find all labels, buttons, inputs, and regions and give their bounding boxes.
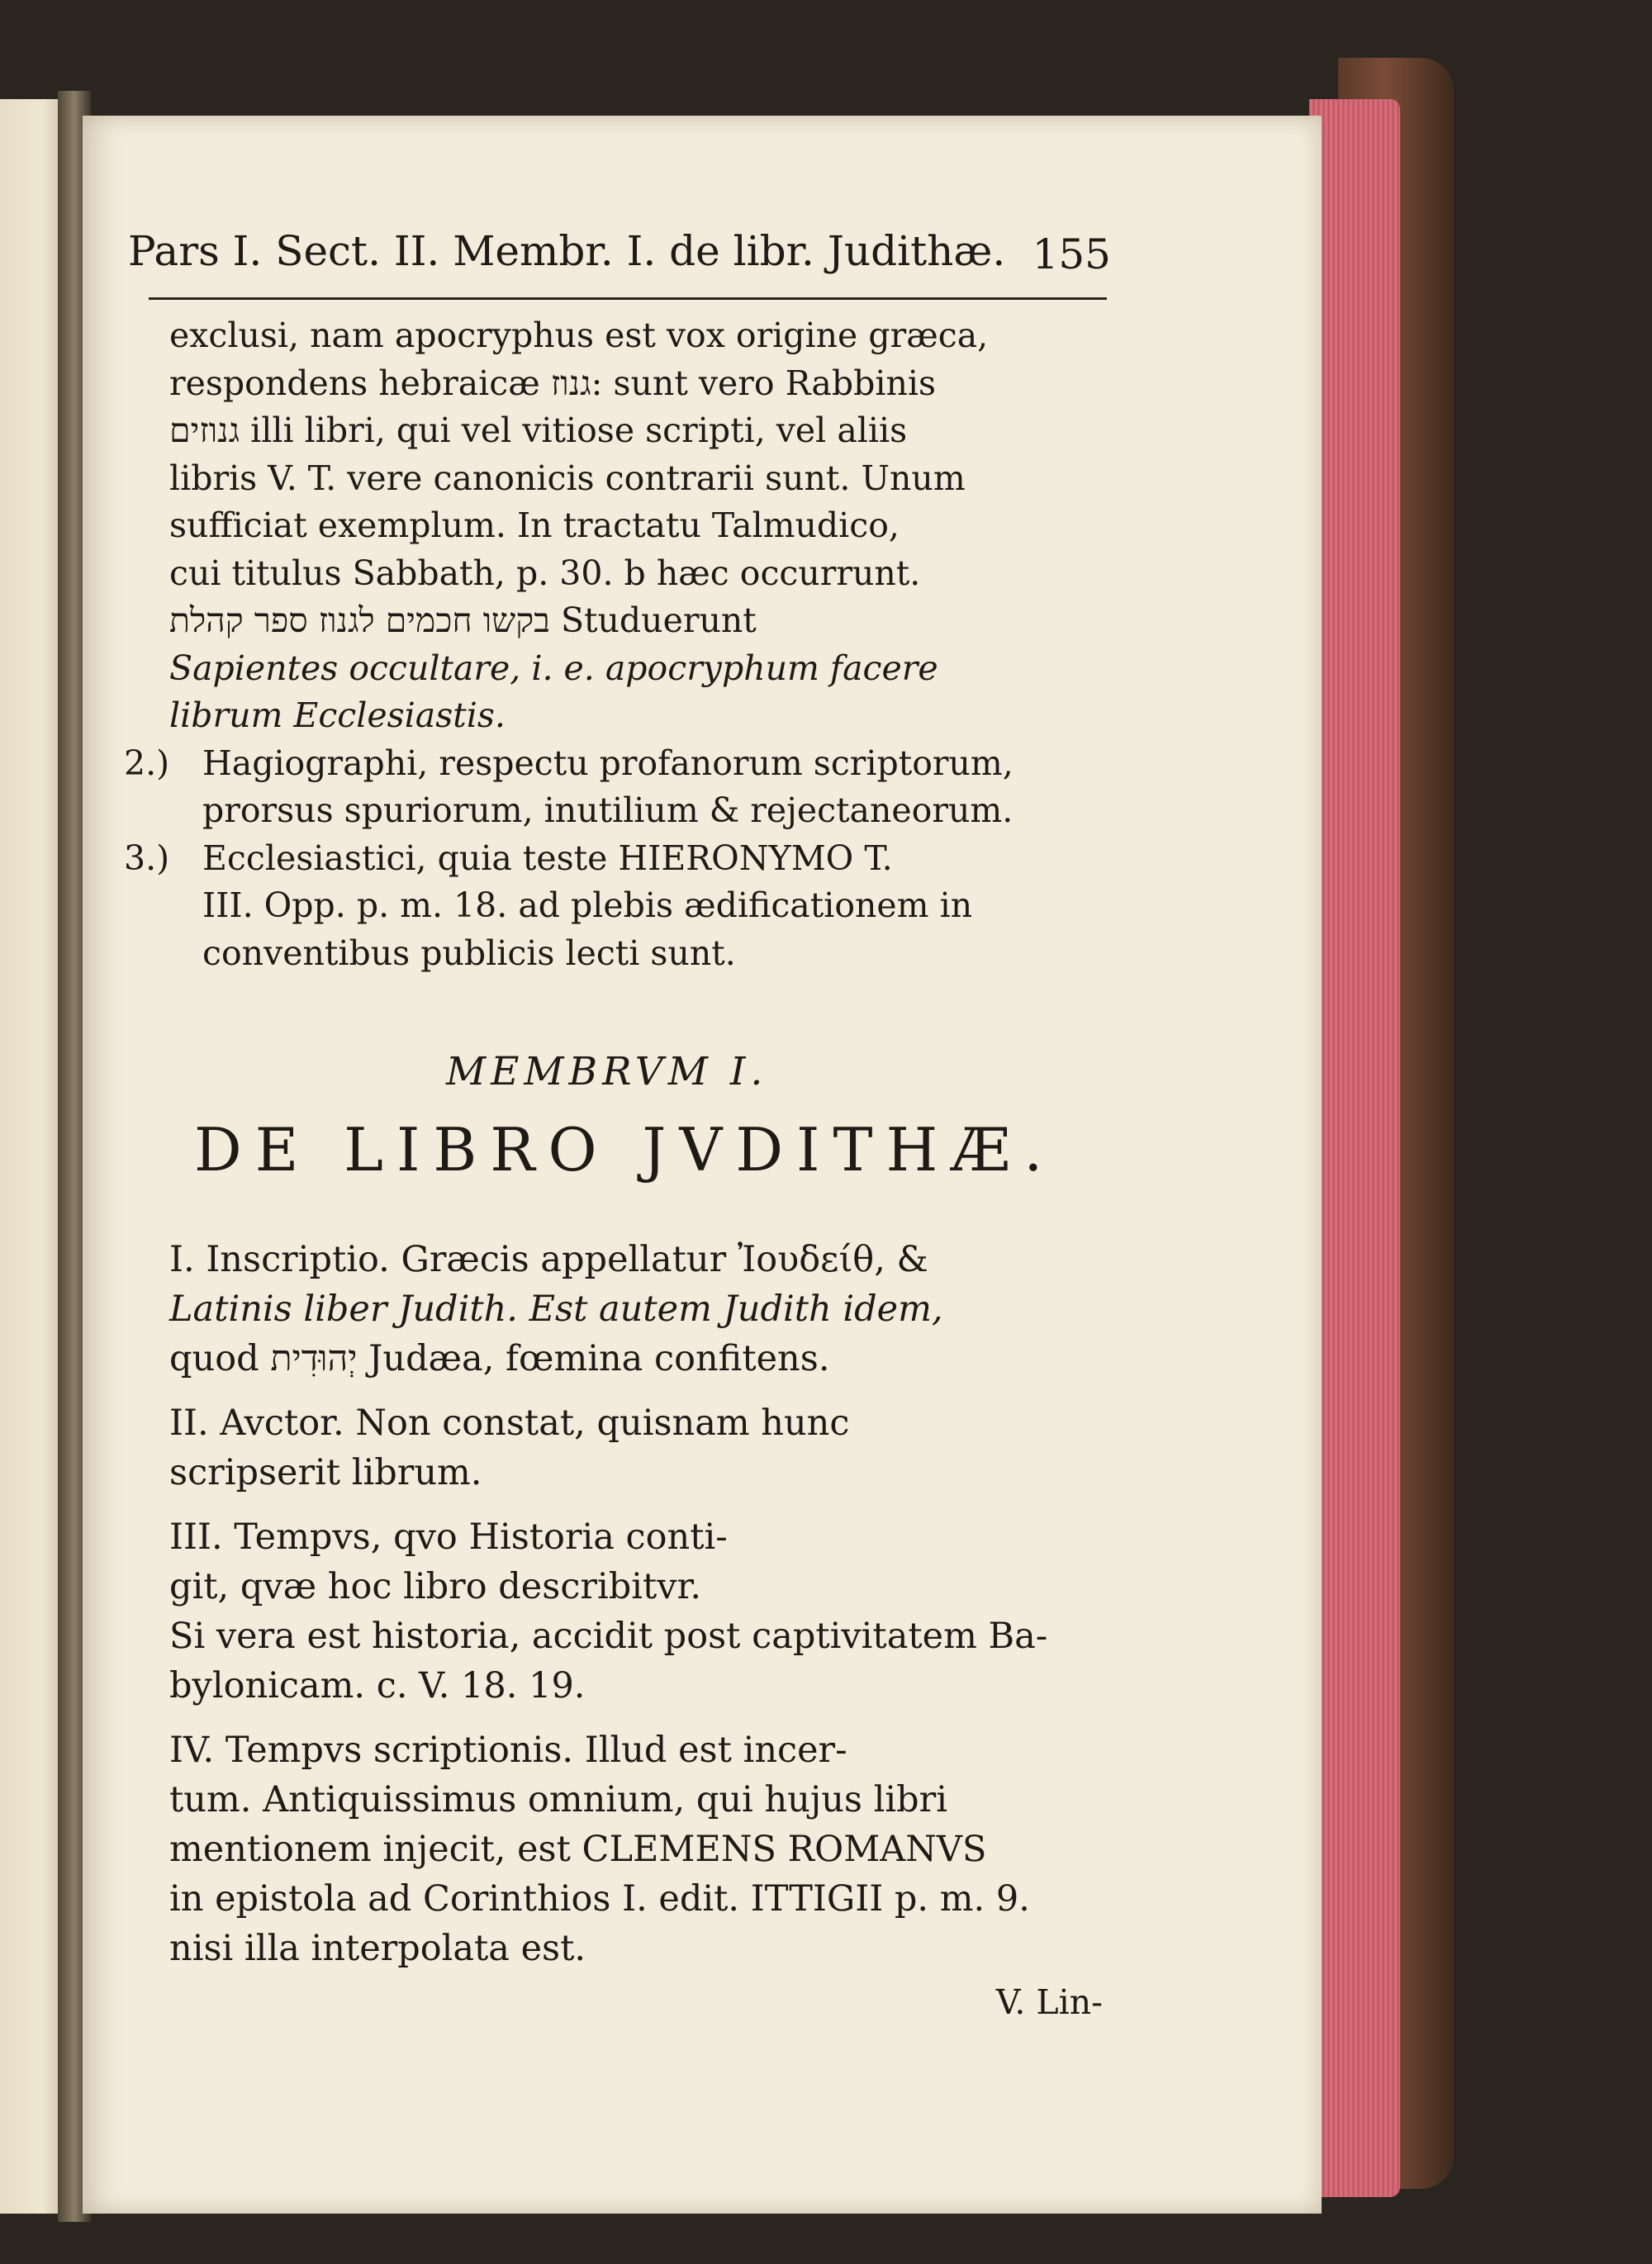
text-line: tum. Antiquissimus omnium, qui hujus libri <box>169 1779 947 1820</box>
text-line: in epistola ad Corinthios I. edit. ITTIGII p. m. 9. <box>169 1878 1030 1920</box>
text-line: בקשו חכמים לגנוז ספר קהלת Studuerunt <box>169 600 757 640</box>
section-inscriptio <box>169 1235 1111 1384</box>
numbered-item <box>124 740 1111 788</box>
page-number: 155 <box>1032 230 1111 278</box>
item-text: Ecclesiastici, quia teste HIERONYMO T. <box>202 838 893 878</box>
title-heading: DE LIBRO JVDITHÆ. <box>194 1115 1056 1184</box>
item-continuation: conventibus publicis lecti sunt. <box>202 933 736 973</box>
text-line: mentionem injecit, est CLEMENS ROMANVS <box>169 1829 987 1870</box>
text-line: III. Tempvs, qvo Historia conti- <box>169 1516 728 1558</box>
text-line: libris V. T. vere canonicis contrarii sunt. Unum <box>169 458 966 498</box>
catchword: V. Lin- <box>995 1982 1103 2022</box>
item-number: 3.) <box>124 838 170 878</box>
text-line: nisi illa interpolata est. <box>169 1928 586 1969</box>
text-line: Si vera est historia, accidit post captivitatem Ba- <box>169 1616 1048 1657</box>
text-line: sufficiat exemplum. In tractatu Talmudico, <box>169 505 900 545</box>
item-number: 2.) <box>124 743 170 783</box>
item-text: Hagiographi, respectu profanorum scriptorum, <box>202 743 1014 783</box>
text-line: Latinis liber Judith. Est autem Judith idem, <box>169 1289 943 1330</box>
text-line: exclusi, nam apocryphus est vox origine græca, <box>169 316 989 355</box>
membrum-heading: MEMBRVM I. <box>446 1049 768 1094</box>
numbered-item <box>124 835 1111 883</box>
item-continuation: prorsus spuriorum, inutilium & rejectaneorum. <box>202 790 1014 830</box>
running-head: Pars I. Sect. II. Membr. I. de libr. Judithæ. <box>128 227 1006 275</box>
text-line: git, qvæ hoc libro describitvr. <box>169 1566 702 1607</box>
text-line: scripserit librum. <box>169 1452 482 1493</box>
text-line: I. Inscriptio. Græcis appellatur Ἰουδείθ, & <box>169 1239 928 1280</box>
item-continuation: III. Opp. p. m. 18. ad plebis ædificationem in <box>202 885 973 925</box>
sections <box>169 1235 1111 1988</box>
text-line: quod יְהוּדִית Judæa, fœmina confitens. <box>169 1338 830 1379</box>
text-line: bylonicam. c. V. 18. 19. <box>169 1665 586 1706</box>
body-text <box>124 312 1111 977</box>
text-line: II. Avctor. Non constat, quisnam hunc <box>169 1403 850 1444</box>
section-tempus-scriptionis <box>169 1725 1111 1973</box>
text-line: IV. Tempvs scriptionis. Illud est incer- <box>169 1730 847 1771</box>
text-line: Sapientes occultare, i. e. apocryphum facere <box>169 648 938 688</box>
red-page-edges <box>1309 99 1400 2197</box>
text-line: גנוזים illi libri, qui vel vitiose scripti, vel aliis <box>169 411 908 450</box>
text-line: librum Ecclesiastis. <box>169 695 506 735</box>
text-line: cui titulus Sabbath, p. 30. b hæc occurrunt. <box>169 553 921 593</box>
section-auctor <box>169 1398 1111 1497</box>
text-line: respondens hebraicæ גנוז: sunt vero Rabbinis <box>169 363 937 403</box>
section-tempus <box>169 1512 1111 1711</box>
header-rule <box>149 297 1107 300</box>
page-header <box>128 227 1111 285</box>
